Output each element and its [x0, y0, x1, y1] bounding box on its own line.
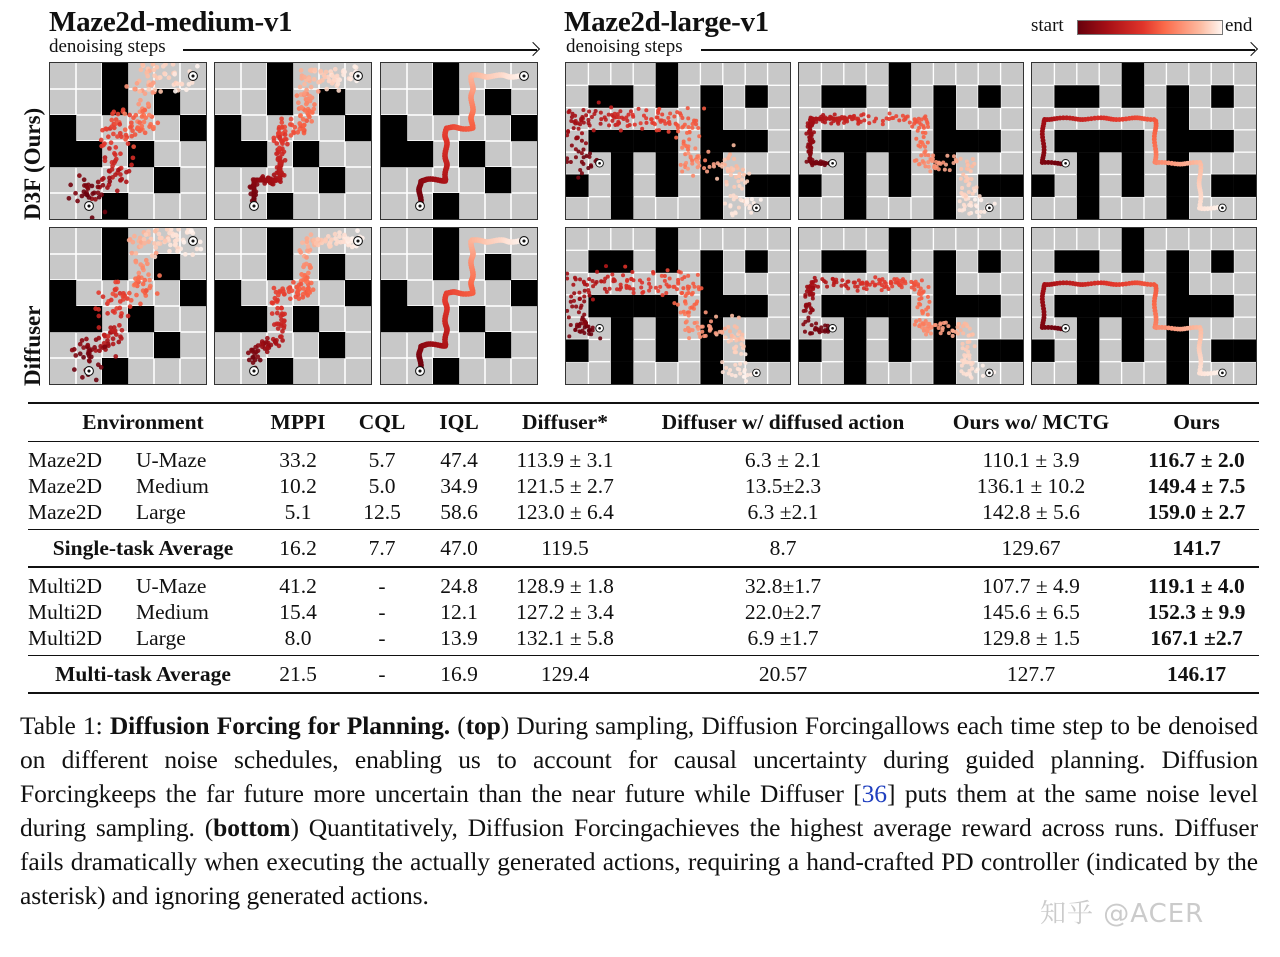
table-row: [28, 599, 1259, 625]
cell-ours: 146.17: [1166, 661, 1227, 686]
cell-size: Large: [136, 625, 186, 650]
maze-grid: [566, 228, 790, 384]
table-row: [28, 499, 1259, 530]
cell-wo-mctg: 127.7: [1006, 661, 1056, 686]
cell-env: Maze2D: [28, 499, 103, 524]
cell-size: Medium: [136, 599, 209, 624]
cell-mppi: 8.0: [284, 625, 312, 650]
cell-mppi: 10.2: [279, 473, 317, 498]
maze-grid: [50, 63, 206, 219]
cell-wo-mctg: 142.8 ± 5.6: [982, 499, 1080, 524]
header-diffuser: Diffuser*: [522, 410, 608, 434]
cell-iql: 12.1: [440, 599, 478, 624]
cell-ours: 152.3 ± 9.9: [1147, 599, 1246, 624]
cell-diffused-action: 6.3 ± 2.1: [744, 447, 822, 472]
cell-wo-mctg: 136.1 ± 10.2: [976, 473, 1086, 498]
goal-marker-icon: [1219, 369, 1227, 377]
cell-size: U-Maze: [136, 573, 207, 598]
cell-diffused-action: 8.7: [769, 535, 797, 560]
cell-wo-mctg: 110.1 ± 3.9: [982, 447, 1080, 472]
start-marker-icon: [85, 367, 94, 376]
cell-ours: 119.1 ± 4.0: [1148, 573, 1245, 598]
cell-ours: 149.4 ± 7.5: [1147, 473, 1246, 498]
medium-maze-title: Maze2d-medium-v1: [49, 6, 293, 38]
large-maze-title: Maze2d-large-v1: [564, 6, 769, 38]
cell-diffuser: 121.5 ± 2.7: [516, 473, 614, 498]
cell-env: Maze2D: [28, 447, 103, 472]
goal-marker-icon: [354, 72, 363, 81]
start-marker-icon: [416, 367, 425, 376]
goal-marker-icon: [986, 369, 994, 377]
start-marker-icon: [250, 202, 259, 211]
cell-iql: 16.9: [440, 661, 478, 686]
cell-size: Medium: [136, 473, 209, 498]
cell-wo-mctg: 129.8 ± 1.5: [982, 625, 1080, 650]
maze-grid: [381, 63, 537, 219]
cell-wo-mctg: 129.67: [1001, 535, 1061, 560]
caption-text: ) During sampling, Diffusion Forcingallows each time step to be denoised on different noise schedules, enabling us to account for causal uncertainty during guided planning. Diffusion Forcingkeeps the far future more uncertain than the near future while Diffuser [: [20, 711, 1258, 808]
cell-iql: 34.9: [440, 473, 478, 498]
cell-mppi: 41.2: [279, 573, 317, 598]
table-row: [28, 625, 1259, 656]
multi-task-average-row: [28, 656, 1259, 694]
caption-text: (: [450, 711, 466, 740]
table-row: [28, 473, 1259, 499]
maze-grid: [381, 228, 537, 384]
cell-env: Multi2D: [28, 573, 103, 598]
cell-diffused-action: 13.5±2.3: [744, 473, 822, 498]
start-marker-icon: [829, 324, 837, 332]
start-marker-icon: [829, 159, 837, 167]
cell-iql: 47.0: [440, 535, 478, 560]
maze-panel-medium-diffuser-mid: [214, 227, 372, 385]
maze-panel-large-d3f-mid: [798, 62, 1024, 220]
cell-cql: -: [378, 625, 386, 650]
maze-panel-medium-d3f-final: [380, 62, 538, 220]
cell-cql: -: [378, 573, 386, 598]
cell-wo-mctg: 107.7 ± 4.9: [982, 573, 1080, 598]
start-marker-icon: [416, 202, 425, 211]
maze-grid: [799, 63, 1023, 219]
goal-marker-icon: [354, 237, 363, 246]
cell-mppi: 21.5: [279, 661, 317, 686]
cell-cql: 5.0: [368, 473, 396, 498]
large-denoising-arrow: [701, 49, 1255, 51]
cell-mppi: 16.2: [279, 535, 317, 560]
table-row: [28, 442, 1259, 474]
header-mppi: MPPI: [270, 410, 326, 434]
colorbar: [1077, 20, 1223, 35]
cell-env: Multi2D: [28, 625, 103, 650]
maze-grid: [799, 228, 1023, 384]
cell-diffuser: 132.1 ± 5.8: [516, 625, 614, 650]
colorbar-end-label: end: [1225, 15, 1253, 36]
cell-size: Large: [136, 499, 186, 524]
caption-text: ] puts them at the same noise level during sampling. (: [20, 779, 1258, 842]
maze-panel-large-diffuser-final: [1031, 227, 1257, 385]
cell-diffuser: 113.9 ± 3.1: [516, 447, 614, 472]
cell-mppi: 5.1: [284, 499, 312, 524]
cell-ours: 167.1 ±2.7: [1150, 625, 1243, 650]
medium-denoising-arrow: [183, 49, 537, 51]
caption-top-label: top: [465, 711, 501, 740]
cell-ours: 141.7: [1172, 535, 1221, 560]
start-marker-icon: [250, 367, 259, 376]
cell-ours: 159.0 ± 2.7: [1147, 499, 1246, 524]
caption-text: ) Quantitatively, Diffusion Forcingachieves the highest average reward across runs. Diffuser fails dramatically when executing the actually generated actions, requiring a hand-crafted PD controller (indicated by the asterisk) and ignoring generated actions.: [20, 813, 1258, 910]
maze-panel-large-d3f-final: [1031, 62, 1257, 220]
start-marker-icon: [85, 202, 94, 211]
start-marker-icon: [1062, 159, 1070, 167]
cell-diffused-action: 22.0±2.7: [744, 599, 822, 624]
maze-grid: [215, 63, 371, 219]
caption-prefix: Table 1:: [20, 711, 110, 740]
maze-panel-medium-diffuser-final: [380, 227, 538, 385]
cell-env: Maze2D: [28, 473, 103, 498]
maze-panel-medium-d3f-early: [49, 62, 207, 220]
caption-bottom-label: bottom: [213, 813, 291, 842]
cell-average-label: Multi-task Average: [55, 661, 231, 686]
cell-cql: -: [378, 599, 386, 624]
cell-diffused-action: 20.57: [758, 661, 808, 686]
cell-diffused-action: 32.8±1.7: [744, 573, 822, 598]
header-iql: IQL: [439, 410, 479, 434]
maze-grid: [1032, 228, 1256, 384]
maze-panel-large-diffuser-early: [565, 227, 791, 385]
watermark: 知乎 @ACER: [1040, 899, 1205, 929]
row-label-diffuser: Diffuser: [20, 305, 45, 386]
maze-panel-medium-d3f-mid: [214, 62, 372, 220]
cell-env: Multi2D: [28, 599, 103, 624]
table-caption: [20, 709, 1258, 913]
maze-grid: [215, 228, 371, 384]
citation-link[interactable]: 36: [861, 779, 887, 808]
cell-iql: 47.4: [440, 447, 478, 472]
goal-marker-icon: [189, 72, 198, 81]
cell-iql: 13.9: [440, 625, 478, 650]
goal-marker-icon: [189, 237, 198, 246]
cell-diffuser: 123.0 ± 6.4: [516, 499, 614, 524]
maze-panel-large-d3f-early: [565, 62, 791, 220]
cell-diffuser: 128.9 ± 1.8: [516, 573, 614, 598]
row-label-d3f: D3F (Ours): [20, 107, 45, 220]
cell-cql: 12.5: [363, 499, 401, 524]
header-ours: Ours: [1173, 410, 1220, 434]
cell-diffused-action: 6.3 ±2.1: [747, 499, 819, 524]
goal-marker-icon: [520, 237, 529, 246]
cell-average-label: Single-task Average: [52, 535, 234, 560]
cell-size: U-Maze: [136, 447, 207, 472]
large-denoising-label: denoising steps: [566, 36, 683, 57]
goal-marker-icon: [753, 369, 761, 377]
header-environment: Environment: [82, 410, 204, 434]
cell-iql: 24.8: [440, 573, 478, 598]
cell-iql: 58.6: [440, 499, 478, 524]
table-row: [28, 567, 1259, 599]
header-ours-wo-mctg: Ours wo/ MCTG: [952, 410, 1110, 434]
goal-marker-icon: [1219, 204, 1227, 212]
results-table: [28, 402, 1259, 694]
cell-diffuser: 127.2 ± 3.4: [516, 599, 614, 624]
goal-marker-icon: [986, 204, 994, 212]
maze-grid: [50, 228, 206, 384]
maze-panel-medium-diffuser-early: [49, 227, 207, 385]
colorbar-start-label: start: [1031, 15, 1064, 36]
header-cql: CQL: [358, 410, 406, 434]
cell-cql: -: [378, 661, 386, 686]
single-task-average-row: [28, 530, 1259, 568]
goal-marker-icon: [753, 204, 761, 212]
caption-title: Diffusion Forcing for Planning.: [109, 711, 451, 740]
cell-diffused-action: 6.9 ±1.7: [747, 625, 819, 650]
cell-mppi: 33.2: [279, 447, 317, 472]
cell-cql: 7.7: [368, 535, 396, 560]
cell-diffuser: 129.4: [540, 661, 590, 686]
cell-ours: 116.7 ± 2.0: [1148, 447, 1245, 472]
table-header-row: [28, 403, 1259, 442]
maze-grid: [1032, 63, 1256, 219]
cell-diffuser: 119.5: [541, 535, 589, 560]
cell-mppi: 15.4: [279, 599, 317, 624]
cell-cql: 5.7: [368, 447, 396, 472]
maze-panel-large-diffuser-mid: [798, 227, 1024, 385]
start-marker-icon: [1062, 324, 1070, 332]
maze-grid: [566, 63, 790, 219]
goal-marker-icon: [520, 72, 529, 81]
medium-denoising-label: denoising steps: [49, 36, 166, 57]
start-marker-icon: [596, 324, 604, 332]
start-marker-icon: [596, 159, 604, 167]
header-diffused-action: Diffuser w/ diffused action: [661, 410, 905, 434]
cell-wo-mctg: 145.6 ± 6.5: [982, 599, 1080, 624]
